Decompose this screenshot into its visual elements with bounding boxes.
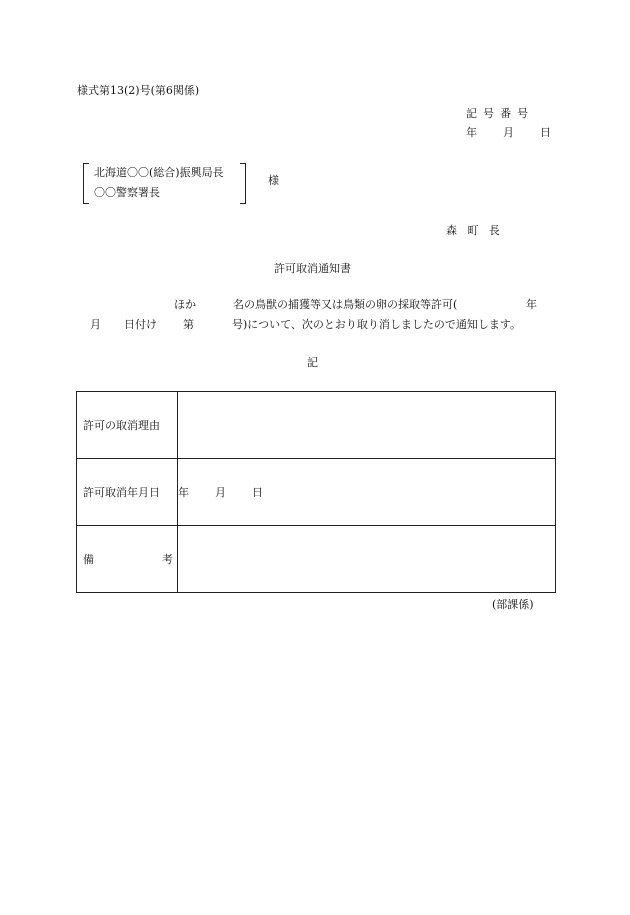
reference-block — [466, 104, 551, 142]
revocation-reason-value — [178, 392, 556, 459]
body-line2-part4: 号)について、次のとおり取り消しましたので通知します。 — [232, 318, 521, 331]
body-line1-part3: 年 — [526, 298, 537, 311]
issue-date-month: 月 — [503, 126, 514, 139]
body-line2-part2: 日付け — [124, 318, 157, 331]
right-bracket — [240, 163, 246, 204]
left-bracket — [83, 163, 89, 204]
revocation-reason-label: 許可の取消理由 — [77, 392, 178, 459]
revocation-date-label: 許可取消年月日 — [77, 459, 178, 526]
issue-date — [466, 123, 551, 142]
body-line1-part2: 名の鳥獣の捕獲等又は鳥類の卵の採取等許可( — [233, 298, 458, 311]
revocation-date-year: 年 — [178, 486, 189, 499]
recipient-line-2: 〇〇警察署長 — [94, 186, 160, 199]
body-line2-part3: 第 — [183, 318, 194, 331]
revocation-date-day: 日 — [252, 486, 263, 499]
recipient-line-1: 北海道〇〇(総合)振興局長 — [94, 166, 224, 179]
document-title: 許可取消通知書 — [274, 262, 351, 275]
table-row — [77, 526, 556, 593]
department-note: (部課係) — [492, 598, 534, 611]
issue-date-year: 年 — [466, 126, 477, 139]
honorific: 様 — [268, 174, 279, 187]
sender: 森町長 — [446, 224, 511, 237]
body-line2-part1: 月 — [90, 318, 101, 331]
reference-number: 記号番号 — [466, 107, 535, 120]
remarks-value — [178, 526, 556, 593]
form-number: 様式第13(2)号(第6関係) — [77, 84, 200, 97]
issue-date-day: 日 — [540, 126, 551, 139]
revocation-date-value — [178, 459, 556, 526]
details-table — [76, 391, 556, 593]
revocation-date-month: 月 — [215, 486, 226, 499]
body-line1-part1: ほか — [174, 298, 196, 311]
ki-heading: 記 — [307, 356, 318, 369]
table-row — [77, 392, 556, 459]
recipient-block — [83, 163, 246, 202]
table-row — [77, 459, 556, 526]
remarks-label: 備考 — [77, 526, 178, 593]
